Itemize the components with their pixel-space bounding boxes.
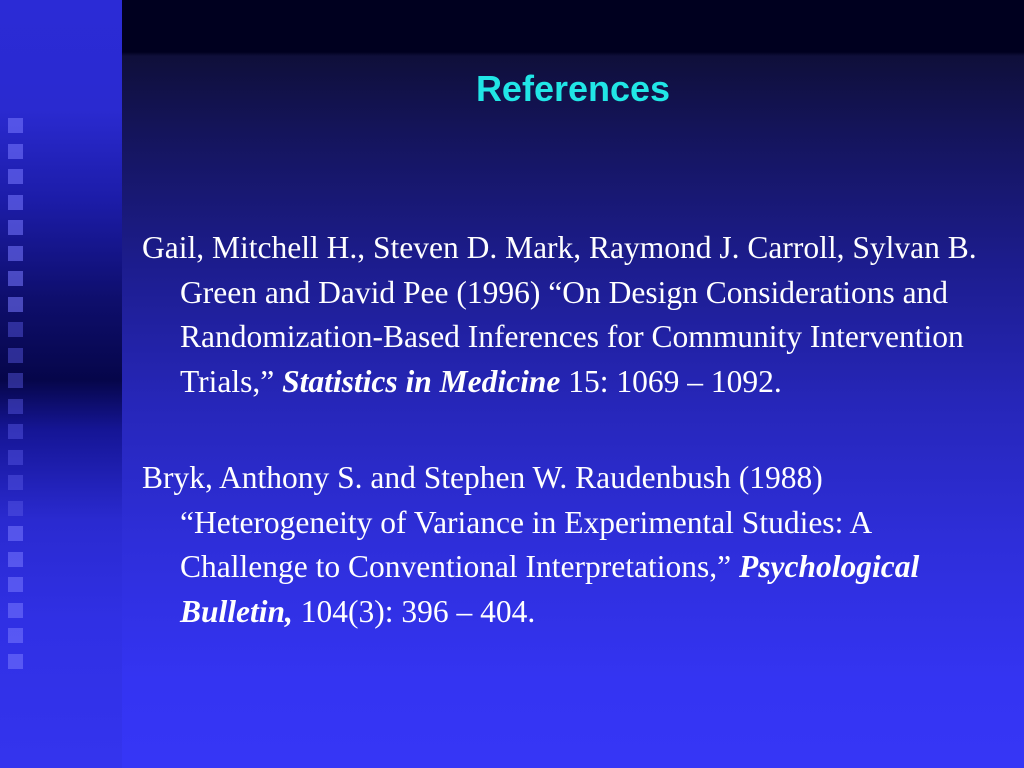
reference-citation: 15: 1069 – 1092.: [560, 363, 782, 399]
journal-title: Psychological Bulletin,: [180, 549, 920, 629]
reference-text: Bryk, Anthony S. and Stephen W. Raudenbush (1988) “Heterogeneity of Variance in Experimental Studies: A Challenge to Conventional Interpretations,”: [142, 460, 871, 584]
decorative-squares: [8, 118, 26, 679]
reference-text: Gail, Mitchell H., Steven D. Mark, Raymond J. Carroll, Sylvan B. Green and David Pee (1996) “On Design Considerations and Randomization-Based Inferences for Community Intervention Trials,”: [142, 230, 977, 399]
reference-entry: [142, 456, 992, 634]
journal-title: Statistics in Medicine: [282, 363, 561, 399]
reference-citation: 104(3): 396 – 404.: [292, 593, 536, 629]
slide-title: References: [475, 68, 671, 109]
reference-entry: [142, 226, 992, 404]
left-decorative-band: [0, 0, 122, 768]
reference-list: [142, 226, 992, 686]
